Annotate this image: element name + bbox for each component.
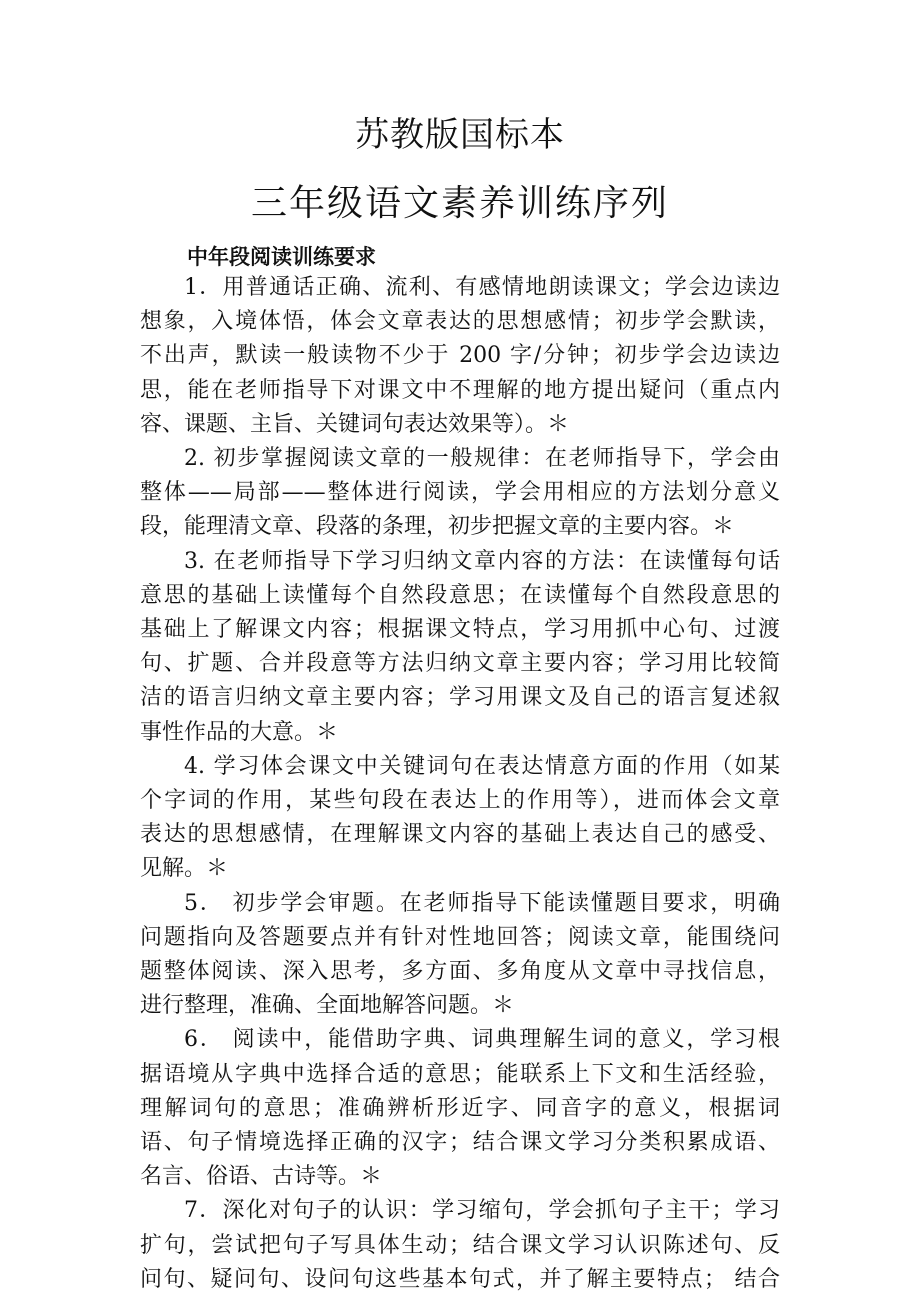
document-body (140, 271, 780, 1297)
paragraph-line: 5． 初步学会审题。在老师指导下能读懂题目要求，明确 (184, 890, 780, 916)
paragraph-line: 思，能在老师指导下对课文中不理解的地方提出疑问（重点内 (140, 377, 780, 403)
paragraph-line: 整体——局部——整体进行阅读，学会用相应的方法划分意义 (140, 480, 780, 506)
paragraph-line: 段，能理清文章、段落的条理，初步把握文章的主要内容。＊ (140, 514, 735, 540)
paragraph-line: 想象，入境体悟，体会文章表达的思想感情；初步学会默读， (140, 309, 780, 335)
paragraph-line: 扩句，尝试把句子写具体生动；结合课文学习认识陈述句、反 (140, 1232, 780, 1258)
paragraph-2 (140, 442, 780, 545)
paragraph-line: 名言、俗语、古诗等。＊ (140, 1164, 383, 1190)
paragraph-line: 2. 初步掌握阅读文章的一般规律：在老师指导下，学会由 (184, 446, 780, 472)
paragraph-line: 1．用普通话正确、流利、有感情地朗读课文；学会边读边 (184, 275, 780, 300)
paragraph-line: 进行整理，准确、全面地解答问题。＊ (140, 993, 515, 1019)
paragraph-line: 容、课题、主旨、关键词句表达效果等）。＊ (140, 411, 570, 437)
paragraph-line: 7．深化对句子的认识：学习缩句，学会抓句子主干；学习 (184, 1198, 780, 1224)
paragraph-line: 表达的思想感情，在理解课文内容的基础上表达自己的感受、 (140, 822, 780, 848)
paragraph-line: 据语境从字典中选择合适的意思；能联系上下文和生活经验， (140, 1061, 780, 1087)
paragraph-line: 问题指向及答题要点并有针对性地回答；阅读文章，能围绕问 (140, 924, 780, 950)
paragraph-line: 洁的语言归纳文章主要内容；学习用课文及自己的语言复述叙 (140, 685, 780, 711)
paragraph-line: 问句、疑问句、设问句这些基本句式，并了解主要特点； 结合 (140, 1266, 780, 1292)
paragraph-line: 事性作品的大意。＊ (140, 719, 339, 745)
paragraph-line: 题整体阅读、深入思考，多方面、多角度从文章中寻找信息， (140, 959, 780, 985)
paragraph-line: 意思的基础上读懂每个自然段意思；在读懂每个自然段意思的 (140, 582, 780, 608)
paragraph-line: 语、句子情境选择正确的汉字；结合课文学习分类积累成语、 (140, 1130, 780, 1156)
paragraph-line: 3. 在老师指导下学习归纳文章内容的方法：在读懂每句话 (184, 548, 780, 574)
paragraph-line: 句、扩题、合并段意等方法归纳文章主要内容；学习用比较简 (140, 651, 780, 677)
paragraph-5 (140, 887, 780, 1024)
paragraph-line: 理解词句的意思；准确辨析形近字、同音字的意义，根据词 (140, 1095, 780, 1121)
paragraph-line: 基础上了解课文内容；根据课文特点，学习用抓中心句、过渡 (140, 617, 780, 643)
document-subtitle: 三年级语文素养训练序列 (250, 183, 669, 224)
paragraph-line: 不出声，默读一般读物不少于 200 字/分钟；初步学会边读边 (140, 343, 780, 369)
paragraph-line: 4. 学习体会课文中关键词句在表达情意方面的作用（如某 (184, 753, 780, 779)
paragraph-6 (140, 1023, 780, 1194)
section-heading: 中年段阅读训练要求 (187, 245, 376, 269)
document-title: 苏教版国标本 (355, 115, 565, 155)
paragraph-3 (140, 545, 780, 750)
paragraph-4 (140, 750, 780, 887)
paragraph-line: 6． 阅读中，能借助字典、词典理解生词的意义，学习根 (184, 1027, 780, 1053)
paragraph-line: 个字词的作用，某些句段在表达上的作用等），进而体会文章 (140, 788, 780, 814)
paragraph-1 (140, 271, 780, 442)
paragraph-line: 见解。＊ (140, 856, 229, 882)
paragraph-7 (140, 1194, 780, 1297)
